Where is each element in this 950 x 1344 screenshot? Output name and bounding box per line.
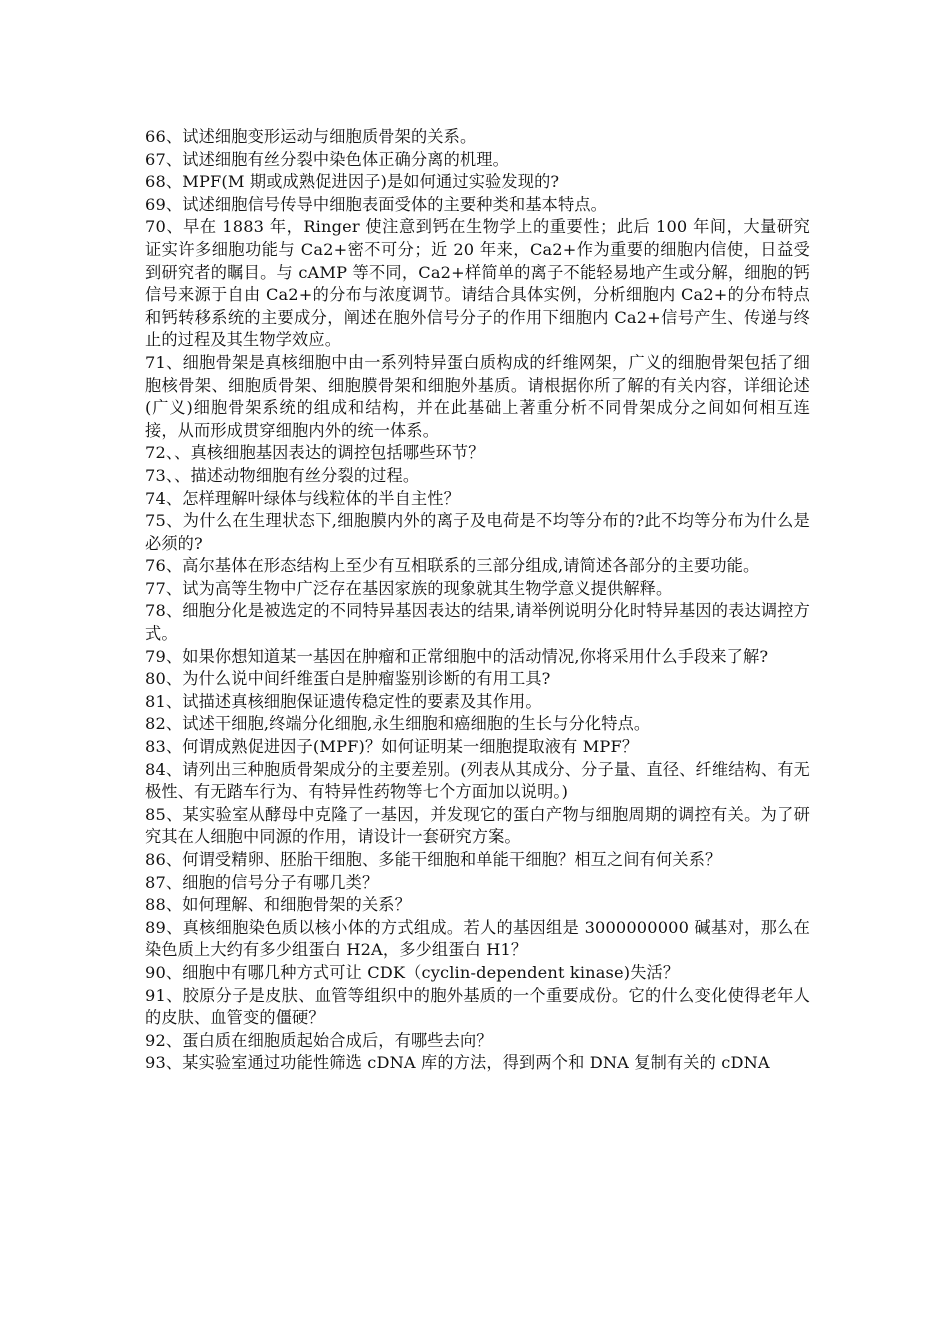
question-item: 74、怎样理解叶绿体与线粒体的半自主性？ <box>145 488 460 508</box>
question-item: 89、真核细胞染色质以核小体的方式组成。若人的基因组是 3000000000 碱基对，那么在染色质上大约有多少组蛋白 H2A，多少组蛋白 H1？ <box>145 917 810 960</box>
question-item: 81、试描述真核细胞保证遗传稳定性的要素及其作用。 <box>145 691 542 711</box>
question-item: 83、何谓成熟促进因子(MPF)？如何证明某一细胞提取液有 MPF？ <box>145 737 639 757</box>
question-item: 85、某实验室从酵母中克隆了一基因，并发现它的蛋白产物与细胞周期的调控有关。为了研究其在人细胞中同源的作用，请设计一套研究方案。 <box>145 804 810 847</box>
question-item: 80、为什么说中间纤维蛋白是肿瘤鉴别诊断的有用工具? <box>145 669 551 689</box>
question-item: 88、如何理解、和细胞骨架的关系？ <box>145 895 411 915</box>
question-item: 66、试述细胞变形运动与细胞质骨架的关系。 <box>145 127 477 146</box>
question-item: 90、细胞中有哪几种方式可让 CDK（cyclin-dependent kinase)失活？ <box>145 962 680 982</box>
question-item: 68、MPF(M 期或成熟促进因子)是如何通过实验发现的? <box>145 172 560 192</box>
question-item: 87、细胞的信号分子有哪几类？ <box>145 872 379 892</box>
question-item: 78、细胞分化是被选定的不同特异基因表达的结果,请举例说明分化时特异基因的表达调控方式。 <box>145 601 810 644</box>
question-item: 82、试述干细胞,终端分化细胞,永生细胞和癌细胞的生长与分化特点。 <box>145 714 651 734</box>
question-item: 92、蛋白质在细胞质起始合成后，有哪些去向？ <box>145 1030 493 1050</box>
question-item: 69、试述细胞信号传导中细胞表面受体的主要种类和基本特点。 <box>145 194 608 214</box>
question-item: 75、为什么在生理状态下,细胞膜内外的离子及电荷是不均等分布的?此不均等分布为什么是必须的? <box>145 511 810 553</box>
question-item: 79、如果你想知道某一基因在肿瘤和正常细胞中的活动情况,你将采用什么手段来了解? <box>145 646 769 666</box>
question-item: 71、细胞骨架是真核细胞中由一系列特异蛋白质构成的纤维网架，广义的细胞骨架包括了细胞核骨架、细胞质骨架、细胞膜骨架和细胞外基质。请根据你所了解的有关内容，详细论述(广义)细胞骨架系统的组成和结构，并在此基础上著重分析不同骨架成分之间如何相互连接，从而形成贯穿细胞内外的统一体系。 <box>145 352 810 440</box>
question-item: 73、、描述动物细胞有丝分裂的过程。 <box>145 465 420 485</box>
question-item: 91、胶原分子是皮肤、血管等组织中的胞外基质的一个重要成份。它的什么变化使得老年人的皮肤、血管变的僵硬？ <box>145 985 810 1028</box>
question-item: 93、某实验室通过功能性筛选 cDNA 库的方法，得到两个和 DNA 复制有关的 cDNA <box>145 1053 770 1073</box>
question-item: 70、早在 1883 年，Ringer 使注意到钙在生物学上的重要性；此后 100 年间，大量研究证实许多细胞功能与 Ca2+密不可分；近 20 年来，Ca2+作为重要的细胞内信使，日益受到研究者的瞩目。与 cAMP 等不同，Ca2+样简单的离子不能轻易地产生或分解，细胞的钙信号来源于自由 Ca2+的分布与浓度调节。请结合具体实例，分析细胞内 Ca2+的分布特点和钙转移系统的主要成分，阐述在胞外信号分子的作用下细胞内 Ca2+信号产生、传递与终止的过程及其生物学效应。 <box>145 217 810 350</box>
question-item: 72、、真核细胞基因表达的调控包括哪些环节？ <box>145 443 485 463</box>
question-item: 84、请列出三种胞质骨架成分的主要差别。(列表从其成分、分子量、直径、纤维结构、有无极性、有无踏车行为、有特异性药物等七个方面加以说明。) <box>145 759 810 802</box>
question-item: 77、试为高等生物中广泛存在基因家族的现象就其生物学意义提供解释。 <box>145 578 673 598</box>
question-item: 76、高尔基体在形态结构上至少有互相联系的三部分组成,请简述各部分的主要功能。 <box>145 556 760 576</box>
question-item: 67、试述细胞有丝分裂中染色体正确分离的机理。 <box>145 149 509 169</box>
question-list <box>145 126 810 1075</box>
question-item: 86、何谓受精卵、胚胎干细胞、多能干细胞和单能干细胞？相互之间有何关系？ <box>145 850 722 869</box>
